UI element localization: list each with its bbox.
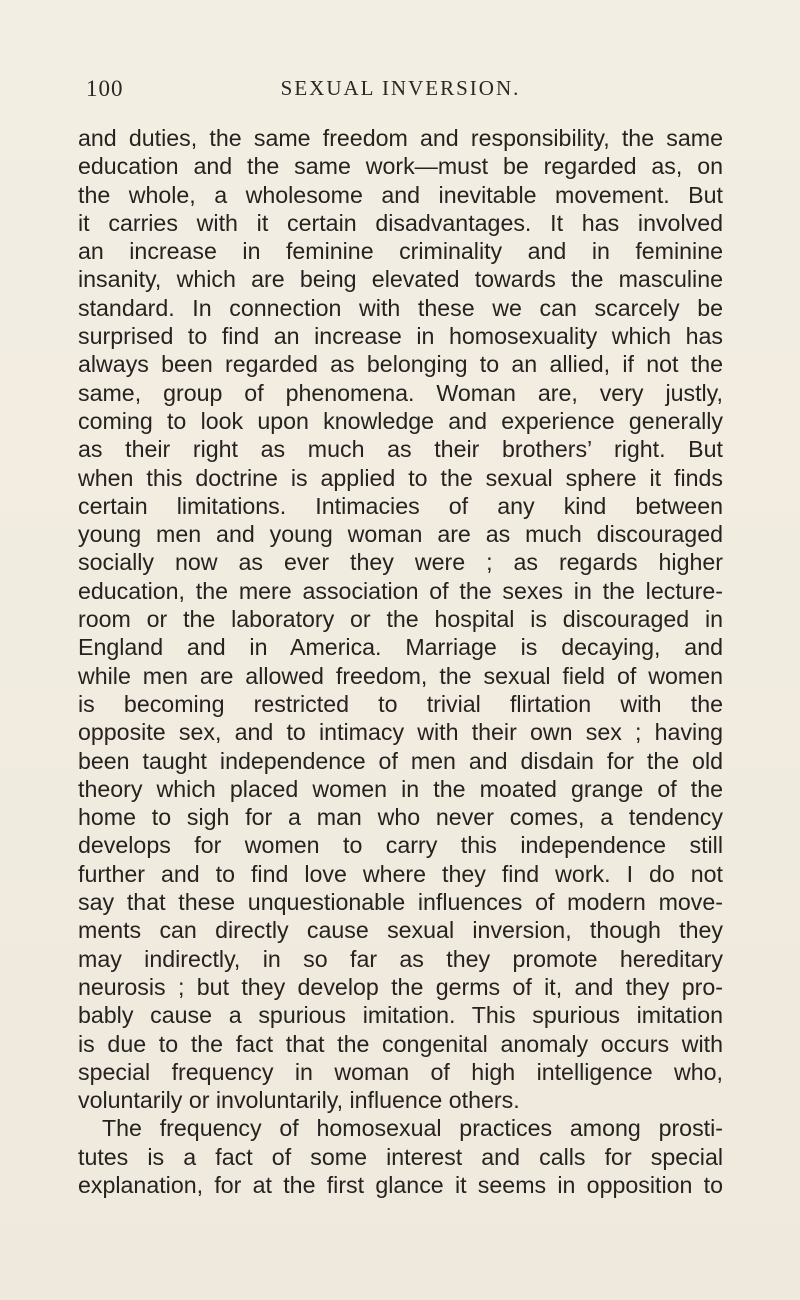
- text-line: it carries with it certain disadvantages. It has involved: [78, 209, 723, 236]
- text-line: is due to the fact that the congenital anomaly occurs with: [78, 1030, 723, 1057]
- text-line: surprised to find an increase in homosexuality which has: [78, 323, 723, 350]
- text-line: special frequency in woman of high intelligence who,: [78, 1058, 723, 1085]
- text-line: standard. In connection with these we can scarcely be: [78, 294, 723, 321]
- text-line: develops for women to carry this independence still: [78, 832, 723, 859]
- running-head: [78, 76, 723, 106]
- text-line: and duties, the same freedom and responsibility, the same: [78, 125, 723, 151]
- text-line: same, group of phenomena. Woman are, very justly,: [78, 379, 723, 406]
- text-line: may indirectly, in so far as they promote hereditary: [78, 945, 723, 972]
- text-line: certain limitations. Intimacies of any kind between: [78, 492, 723, 519]
- text-line: insanity, which are being elevated towards the masculine: [78, 266, 723, 293]
- text-line: education and the same work—must be regarded as, on: [78, 153, 723, 180]
- text-line: The frequency of homosexual practices among prosti-: [102, 1115, 723, 1142]
- body-text: [78, 124, 723, 1199]
- page-number: 100: [86, 76, 124, 101]
- text-line: say that these unquestionable influences of modern move-: [78, 889, 723, 916]
- text-line: while men are allowed freedom, the sexual field of women: [78, 662, 723, 689]
- text-line: further and to find love where they find work. I do not: [78, 860, 723, 887]
- text-line: coming to look upon knowledge and experience generally: [78, 407, 723, 434]
- text-line: the whole, a wholesome and inevitable movement. But: [78, 181, 723, 208]
- text-line: ments can directly cause sexual inversion, though they: [78, 917, 723, 944]
- text-line: home to sigh for a man who never comes, a tendency: [78, 804, 723, 831]
- text-line: bably cause a spurious imitation. This spurious imitation: [78, 1002, 723, 1029]
- text-line: opposite sex, and to intimacy with their own sex ; having: [78, 719, 723, 746]
- text-line: when this doctrine is applied to the sexual sphere it finds: [78, 464, 723, 491]
- text-line: is becoming restricted to trivial flirtation with the: [78, 690, 723, 717]
- text-line: been taught independence of men and disdain for the old: [78, 747, 723, 774]
- text-line: voluntarily or involuntarily, influence others.: [78, 1087, 520, 1114]
- text-line: always been regarded as belonging to an allied, if not the: [78, 351, 723, 378]
- text-line: socially now as ever they were ; as regards higher: [78, 549, 723, 576]
- text-line: education, the mere association of the sexes in the lecture-: [78, 577, 723, 604]
- text-line: an increase in feminine criminality and in feminine: [78, 238, 723, 265]
- text-line: young men and young woman are as much discouraged: [78, 521, 723, 548]
- text-line: England and in America. Marriage is decaying, and: [78, 634, 723, 661]
- text-line: as their right as much as their brothers’ right. But: [78, 436, 723, 463]
- text-line: theory which placed women in the moated grange of the: [78, 775, 723, 802]
- text-line: room or the laboratory or the hospital is discouraged in: [78, 606, 723, 633]
- running-title: SEXUAL INVERSION.: [280, 76, 521, 100]
- text-line: neurosis ; but they develop the germs of it, and they pro-: [78, 973, 723, 1000]
- text-line: tutes is a fact of some interest and calls for special: [78, 1143, 723, 1170]
- text-line: explanation, for at the first glance it seems in opposition to: [78, 1171, 723, 1198]
